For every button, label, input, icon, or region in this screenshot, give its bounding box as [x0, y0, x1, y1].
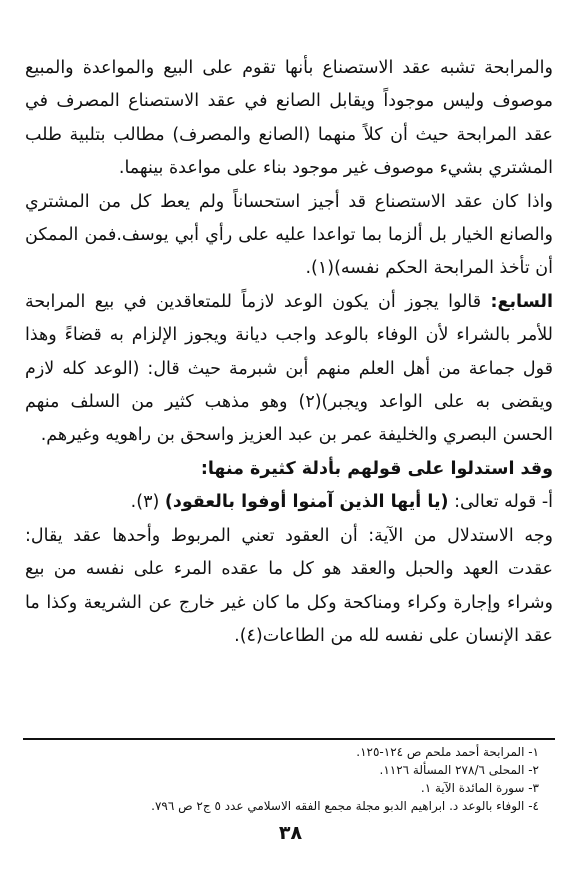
paragraph-4 — [25, 486, 553, 519]
quran-verse: (يا أيها الذين آمنوا أوفوا بالعقود) — [164, 492, 449, 513]
evidence-heading-text: وقد استدلوا على قولهم بأدلة كثيرة منها: — [200, 458, 553, 479]
main-text — [25, 52, 553, 653]
footnote-1: ١- المرابحة أحمد ملحم ص ١٢٤-١٢٥. — [356, 745, 539, 759]
seventh-label: السابع: — [490, 291, 553, 312]
verse-intro: أ- قوله تعالى: — [448, 492, 553, 513]
paragraph-5: وجه الاستدلال من الآية: أن العقود تعني المربوط وأحدها عقد يقال: عقدت العهد والحبل والعقد هو كل ما عقده المرء على نفسه من بيع وشراء وإجارة وكراء ومناكحة وكل ما كان غير خارج عن الشريعة وكذا ما عقد الإنسان على نفسه لله من الطاعات(٤). — [25, 525, 553, 646]
paragraph-3 — [25, 286, 553, 453]
footnote-2: ٢- المحلى ٢٧٨/٦ المسألة ١١٢٦. — [379, 763, 539, 777]
footnotes — [39, 743, 539, 815]
footnote-3: ٣- سورة المائدة الآية ١. — [420, 781, 539, 795]
footnote-divider — [23, 738, 555, 740]
seventh-text: قالوا يجوز أن يكون الوعد لازماً للمتعاقدين في بيع المرابحة للأمر بالشراء لأن الوفاء بالوعد واجب ديانة ويجوز الإلزام به قضاءً وهذا قول جماعة من أهل العلم منهم أبن شبرمة حيث قال: (الوعد كله لازم ويقضى به على الواعد ويجبر)(٢) وهو مذهب كثير من السلف منهم الحسن البصري والخليفة عمر بن عبد العزيز واسحق بن راهويه وغيرهم. — [25, 291, 553, 446]
page-number: ٣٨ — [278, 822, 303, 844]
verse-ref: (٣). — [130, 492, 165, 513]
paragraph-1: والمرابحة تشبه عقد الاستصناع بأنها تقوم على البيع والمواعدة والمبيع موصوف وليس موجوداً ويقابل الصانع في عقد الاستصناع المصرف في عقد المرابحة حيث أن كلاً منهما (الصانع والمصرف) مطالب بتلبية طلب المشتري بشيء موصوف غير موجود بناء على مواعدة بينهما. — [25, 58, 553, 179]
evidence-heading — [25, 453, 553, 486]
paragraph-2: واذا كان عقد الاستصناع قد أجيز استحساناً ولم يعط كل من المشتري والصانع الخيار بل ألزما بما تواعدا عليه على رأي أبي يوسف.فمن الممكن أن تأخذ المرابحة الحكم نفسه)(١). — [25, 191, 553, 279]
footnote-4: ٤- الوفاء بالوعد د. ابراهيم الدبو مجلة مجمع الفقه الاسلامي عدد ٥ ج٢ ص ٧٩٦. — [151, 799, 539, 813]
